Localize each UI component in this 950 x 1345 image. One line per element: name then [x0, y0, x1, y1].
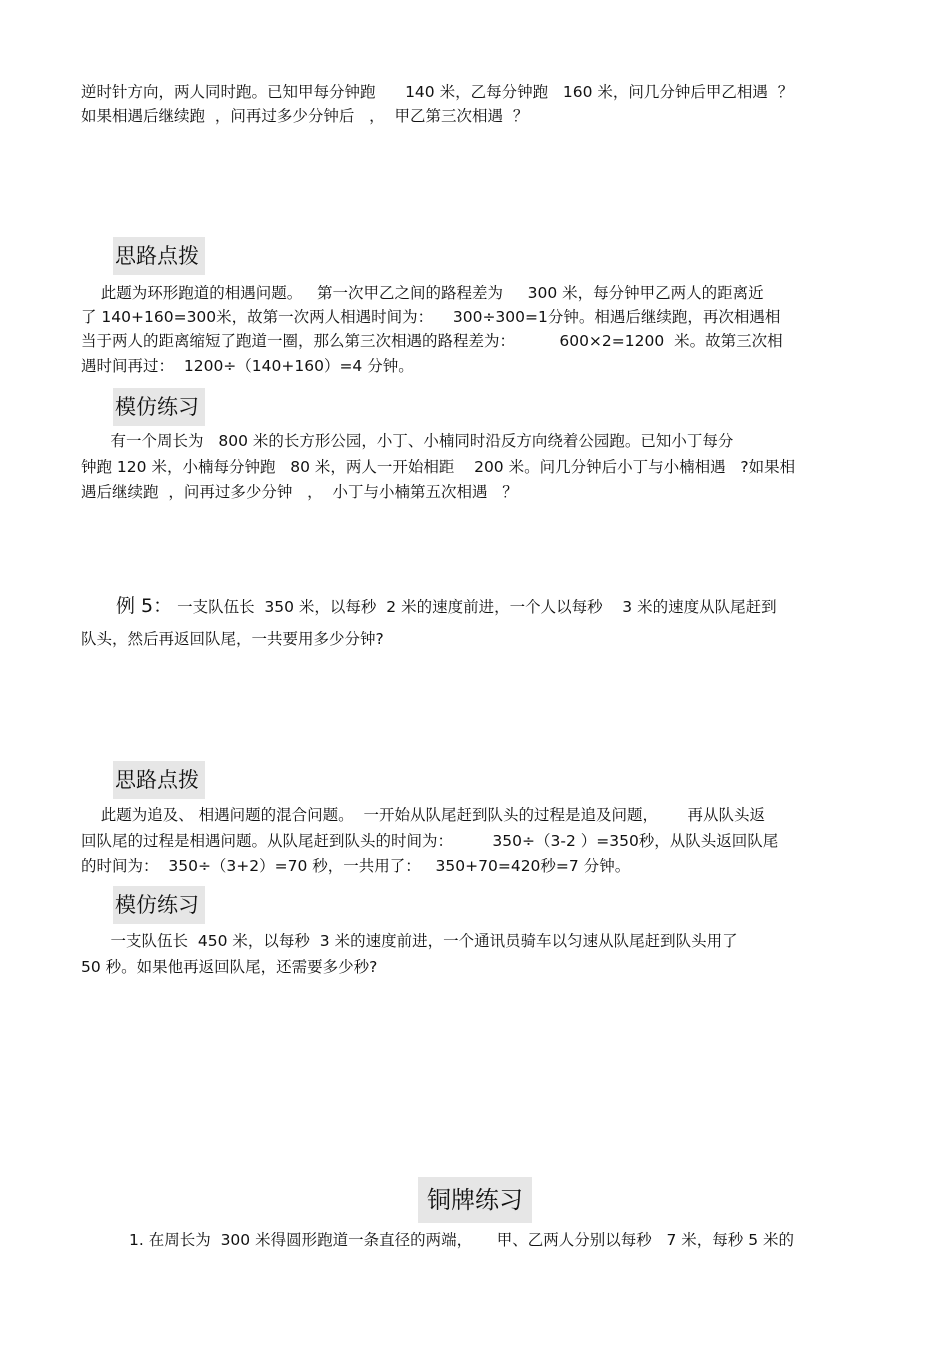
- practice1-line-2: 钟跑 120 米，小楠每分钟跑 80 米，两人一开始相距 200 米。问几分钟后小丁与小楠相遇 ?如果相: [81, 458, 796, 476]
- practice-heading-2: 模仿练习: [113, 886, 205, 924]
- hint1-line-4: 遇时间再过： 1200÷（140+160）=4 分钟。: [81, 357, 414, 375]
- practice1-line-3: 遇后继续跑 ，问再过多少分钟 ， 小丁与小楠第五次相遇 ？: [81, 483, 518, 501]
- bronze-item-1: 1. 在周长为 300 米得圆形跑道一条直径的两端， 甲、乙两人分别以每秒 7 米，每秒 5 米的: [129, 1231, 795, 1249]
- hint-heading-1: 思路点拨: [113, 237, 205, 275]
- practice2-line-2: 50 秒。如果他再返回队尾，还需要多少秒?: [81, 958, 378, 976]
- hint2-line-2: 回队尾的过程是相遇问题。从队尾赶到队头的时间为： 350÷（3-2 ）=350秒，从队头返回队尾: [81, 832, 779, 850]
- practice-heading-1: 模仿练习: [113, 388, 205, 426]
- example5-line-1: [116, 594, 777, 619]
- intro-line-1: 逆时针方向，两人同时跑。已知甲每分钟跑 140 米，乙每分钟跑 160 米，问几分钟后甲乙相遇 ？: [81, 83, 794, 101]
- hint1-line-3: 当于两人的距离缩短了跑道一圈，那么第三次相遇的路程差为： 600×2=1200 米。故第三次相: [81, 332, 783, 350]
- hint2-line-3: 的时间为： 350÷（3+2）=70 秒，一共用了： 350+70=420秒=7 分钟。: [81, 857, 631, 875]
- example5-label: 例 5：: [116, 595, 173, 617]
- example5-text: 一支队伍长 350 米，以每秒 2 米的速度前进，一个人以每秒 3 米的速度从队尾赶到: [172, 598, 777, 616]
- intro-line-2: 如果相遇后继续跑 ，问再过多少分钟后 ， 甲乙第三次相遇 ？: [81, 107, 529, 125]
- hint1-line-1: 此题为环形跑道的相遇问题。 第一次甲乙之间的路程差为 300 米，每分钟甲乙两人的距离近: [81, 284, 764, 302]
- hint1-line-2: 了 140+160=300米，故第一次两人相遇时间为： 300÷300=1分钟。相遇后继续跑，再次相遇相: [81, 308, 781, 326]
- hint2-line-1: 此题为追及、 相遇问题的混合问题。 一开始从队尾赶到队头的过程是追及问题， 再从队头返: [81, 806, 766, 824]
- practice2-line-1: 一支队伍长 450 米，以每秒 3 米的速度前进，一个通讯员骑车以匀速从队尾赶到队头用了: [81, 932, 738, 950]
- practice1-line-1: 有一个周长为 800 米的长方形公园，小丁、小楠同时沿反方向绕着公园跑。已知小丁每分: [81, 432, 734, 450]
- example5-line-2: 队头，然后再返回队尾，一共要用多少分钟?: [81, 630, 384, 648]
- bronze-heading: 铜牌练习: [418, 1177, 532, 1223]
- hint-heading-2: 思路点拨: [113, 761, 205, 799]
